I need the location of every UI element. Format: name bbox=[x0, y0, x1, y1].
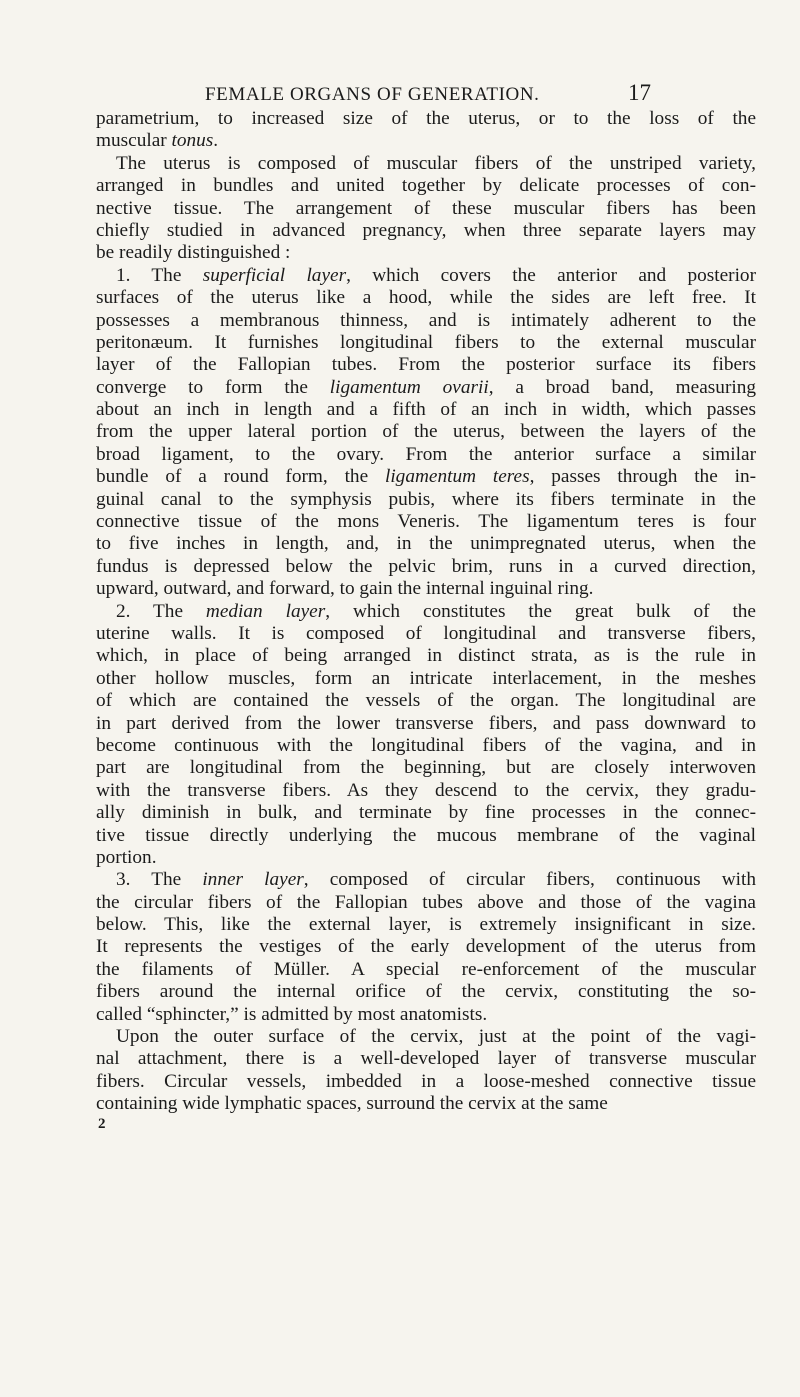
text-line: possesses a membranous thinness, and is intimately adherent to the bbox=[96, 309, 756, 331]
text-line: called “sphincter,” is admitted by most anatomists. bbox=[96, 1003, 488, 1025]
text-line: parametrium, to increased size of the uterus, or to the loss of the bbox=[96, 108, 756, 129]
page-number: 17 bbox=[628, 80, 651, 105]
text-line: uterine walls. It is composed of longitudinal and transverse fibers, bbox=[96, 622, 756, 644]
text-line: below. This, like the external layer, is extremely insignificant in size. bbox=[96, 914, 756, 936]
text-line: The uterus is composed of muscular fibers of the unstriped variety, bbox=[116, 152, 756, 174]
text-line: portion. bbox=[96, 846, 157, 868]
italic-term: superficial layer bbox=[202, 264, 347, 286]
running-head-title: FEMALE ORGANS OF GENERATION. bbox=[205, 84, 540, 105]
italic-term: tonus bbox=[171, 130, 214, 152]
body-text bbox=[96, 108, 756, 1116]
text-line: the filaments of Müller. A special re-enforcement of the muscular bbox=[96, 958, 756, 980]
text-line: connective tissue of the mons Veneris. The ligamentum teres is four bbox=[96, 511, 756, 533]
text-line: guinal canal to the symphysis pubis, where its fibers terminate in the bbox=[96, 488, 756, 510]
text-line: peritonæum. It furnishes longitudinal fibers to the external muscular bbox=[96, 331, 756, 353]
text-line: part are longitudinal from the beginning, but are closely interwoven bbox=[96, 757, 756, 779]
text-line: converge to form the ligamentum ovarii, a broad band, measuring bbox=[96, 376, 756, 398]
text-line: fibers. Circular vessels, imbedded in a loose-meshed connective tissue bbox=[96, 1070, 756, 1092]
text-line: the circular fibers of the Fallopian tubes above and those of the vagina bbox=[96, 891, 756, 913]
text-line: layer of the Fallopian tubes. From the posterior surface its fibers bbox=[96, 354, 756, 376]
text-line: which, in place of being arranged in distinct strata, as is the rule in bbox=[96, 645, 756, 667]
signature-mark: 2 bbox=[98, 1116, 106, 1132]
text-line: arranged in bundles and united together by delicate processes of con- bbox=[96, 175, 756, 197]
text-line: of which are contained the vessels of the organ. The longitudinal are bbox=[96, 690, 756, 712]
text-line: Upon the outer surface of the cervix, just at the point of the vagi- bbox=[116, 1026, 756, 1048]
text-line: upward, outward, and forward, to gain the internal inguinal ring. bbox=[96, 578, 594, 600]
text-line: broad ligament, to the ovary. From the anterior surface a similar bbox=[96, 443, 756, 465]
text-line: other hollow muscles, form an intricate interlacement, in the meshes bbox=[96, 667, 756, 689]
text-line: nective tissue. The arrangement of these muscular fibers has been bbox=[96, 197, 756, 219]
text-line: 1. The superficial layer, which covers the anterior and posterior bbox=[116, 264, 756, 286]
text-line: bundle of a round form, the ligamentum teres, passes through the in- bbox=[96, 466, 757, 488]
text-line: tive tissue directly underlying the mucous membrane of the vaginal bbox=[96, 824, 756, 846]
text-line: fundus is depressed below the pelvic brim, runs in a curved direction, bbox=[96, 555, 756, 577]
italic-term: median layer bbox=[205, 600, 326, 622]
text-line: to five inches in length, and, in the unimpregnated uterus, when the bbox=[96, 533, 756, 555]
text-line: fibers around the internal orifice of the cervix, constituting the so- bbox=[96, 981, 756, 1003]
text-line: about an inch in length and a fifth of an inch in width, which passes bbox=[96, 399, 756, 421]
text-line: nal attachment, there is a well-developed layer of transverse muscular bbox=[96, 1048, 756, 1070]
text-line: be readily distinguished : bbox=[96, 242, 291, 264]
text-line: surfaces of the uterus like a hood, while the sides are left free. It bbox=[96, 287, 756, 309]
italic-term: inner layer bbox=[202, 869, 304, 891]
text-line: 2. The median layer, which constitutes the great bulk of the bbox=[116, 600, 756, 622]
text-line: muscular tonus. bbox=[96, 130, 219, 152]
text-line: 3. The inner layer, composed of circular fibers, continuous with bbox=[116, 869, 756, 891]
text-line: in part derived from the lower transverse fibers, and pass downward to bbox=[96, 712, 756, 734]
text-line: become continuous with the longitudinal fibers of the vagina, and in bbox=[96, 734, 756, 756]
text-line: chiefly studied in advanced pregnancy, when three separate layers may bbox=[96, 219, 756, 241]
text-line: It represents the vestiges of the early development of the uterus from bbox=[96, 936, 756, 958]
text-line: with the transverse fibers. As they descend to the cervix, they gradu- bbox=[96, 779, 756, 801]
text-line: containing wide lymphatic spaces, surround the cervix at the same bbox=[96, 1093, 608, 1115]
text-line: ally diminish in bulk, and terminate by fine processes in the connec- bbox=[96, 802, 756, 824]
text-line: from the upper lateral portion of the uterus, between the layers of the bbox=[96, 421, 756, 443]
italic-term: ligamentum teres bbox=[384, 466, 530, 488]
italic-term: ligamentum ovarii bbox=[329, 376, 489, 398]
